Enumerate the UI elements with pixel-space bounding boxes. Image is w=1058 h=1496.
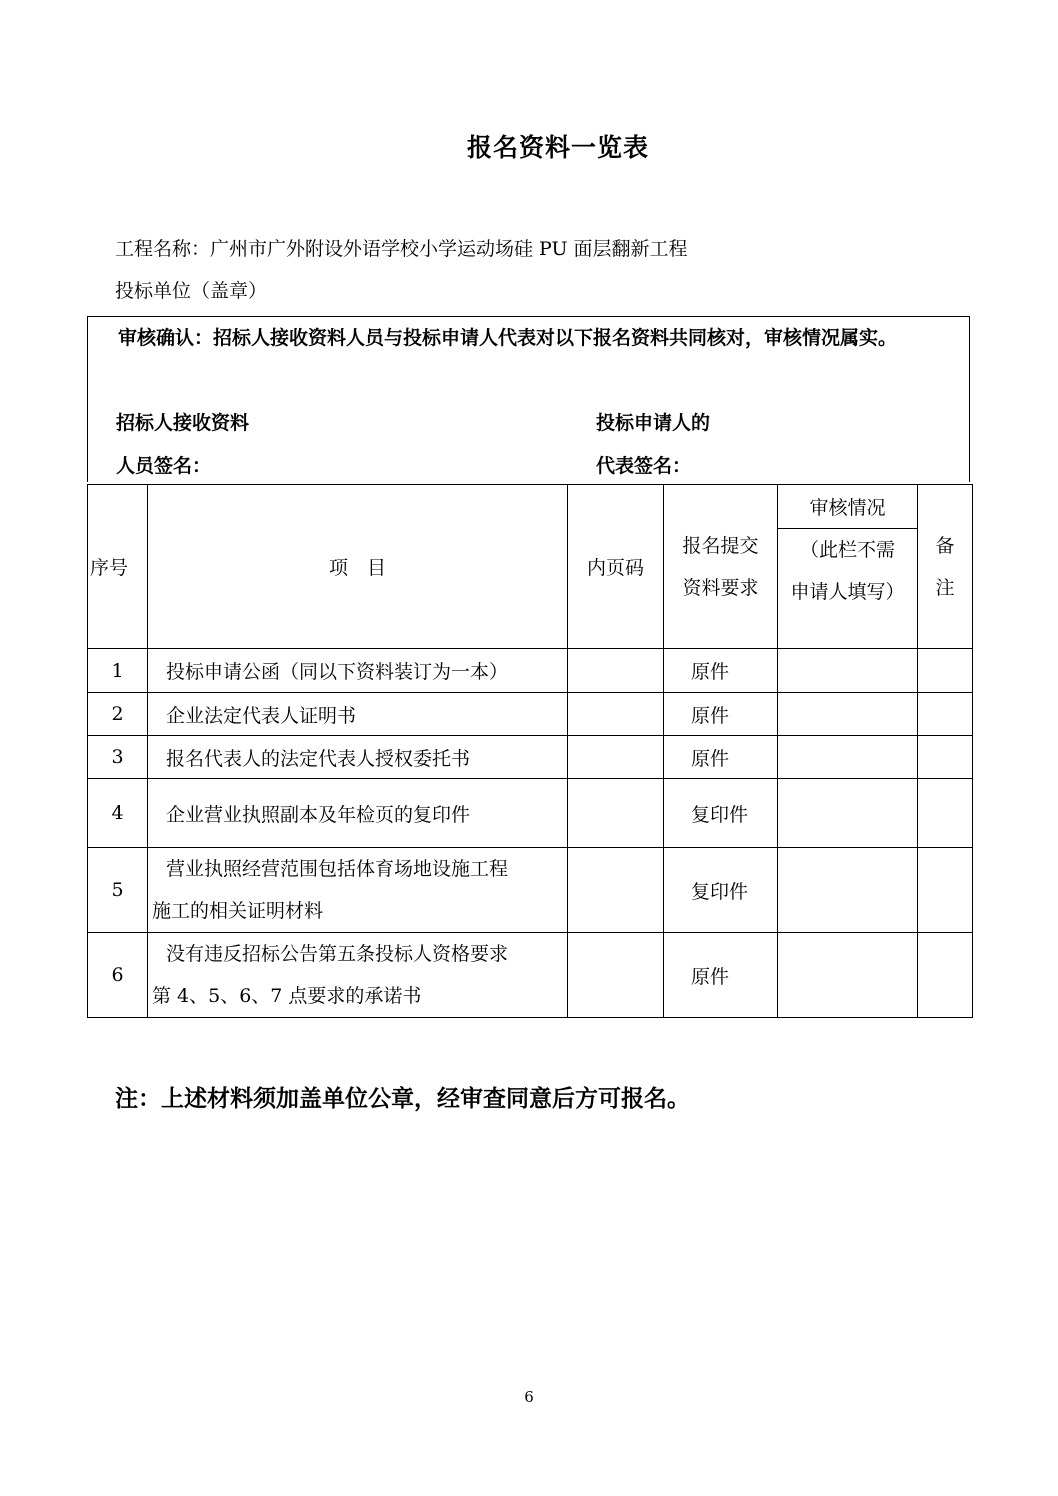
row-requirement: 复印件 (664, 848, 778, 933)
header-remark (918, 485, 973, 649)
header-remark-line2: 注 (935, 576, 955, 599)
table-row (88, 848, 973, 933)
row-audit (778, 848, 918, 933)
header-audit-line1: （此栏不需 (799, 539, 895, 561)
row-seq: 5 (88, 848, 148, 933)
row-remark (918, 933, 973, 1018)
applicant-line2: 代表签名： (596, 455, 692, 477)
row-page (568, 779, 664, 848)
applicant-signature (596, 402, 710, 488)
page-title: 报名资料一览表 (466, 133, 649, 162)
table-row (88, 649, 973, 693)
row-item: 企业营业执照副本及年检页的复印件 (148, 779, 568, 848)
row-audit (778, 693, 918, 736)
table-row (88, 693, 973, 736)
row-seq: 1 (88, 649, 148, 693)
tenderer-signature (116, 402, 249, 488)
table-row (88, 736, 973, 779)
row-page (568, 736, 664, 779)
row-item (148, 933, 568, 1018)
table-row (88, 933, 973, 1018)
row-item-line2: 施工的相关证明材料 (152, 900, 324, 922)
confirmation-box (87, 316, 970, 482)
project-name: 工程名称：广州市广外附设外语学校小学运动场硅 PU 面层翻新工程 (115, 238, 688, 260)
confirmation-text: 审核确认：招标人接收资料人员与投标申请人代表对以下报名资料共同核对，审核情况属实。 (118, 327, 898, 349)
row-seq: 6 (88, 933, 148, 1018)
row-requirement: 原件 (664, 693, 778, 736)
table-row (88, 779, 973, 848)
row-item (148, 848, 568, 933)
row-remark (918, 649, 973, 693)
row-item-line2: 第 4、5、6、7 点要求的承诺书 (152, 985, 422, 1007)
row-seq: 4 (88, 779, 148, 848)
row-remark (918, 693, 973, 736)
header-requirement (664, 485, 778, 649)
row-item: 报名代表人的法定代表人授权委托书 (148, 736, 568, 779)
header-page: 内页码 (568, 485, 664, 649)
row-page (568, 649, 664, 693)
row-remark (918, 779, 973, 848)
row-requirement: 原件 (664, 736, 778, 779)
row-audit (778, 649, 918, 693)
row-audit (778, 736, 918, 779)
row-page (568, 848, 664, 933)
row-requirement: 原件 (664, 933, 778, 1018)
row-remark (918, 736, 973, 779)
row-item-line1: 没有违反招标公告第五条投标人资格要求 (166, 943, 509, 965)
header-remark-line1: 备 (935, 534, 955, 557)
page-number: 6 (524, 1388, 534, 1406)
header-audit-line2: 申请人填写） (790, 581, 905, 603)
tenderer-line2: 人员签名： (116, 455, 212, 477)
footnote: 注：上述材料须加盖单位公章，经审查同意后方可报名。 (115, 1086, 690, 1112)
row-remark (918, 848, 973, 933)
header-item: 项 目 (148, 485, 568, 649)
header-seq: 序号 (88, 485, 148, 649)
row-seq: 2 (88, 693, 148, 736)
bidder-unit: 投标单位（盖章） (115, 280, 268, 302)
header-req-line1: 报名提交 (682, 534, 759, 557)
row-seq: 3 (88, 736, 148, 779)
row-page (568, 933, 664, 1018)
row-item: 投标申请公函（同以下资料装订为一本） (148, 649, 568, 693)
tenderer-line1: 招标人接收资料 (116, 412, 250, 434)
row-requirement: 原件 (664, 649, 778, 693)
row-audit (778, 779, 918, 848)
header-req-line2: 资料要求 (682, 576, 759, 599)
row-audit (778, 933, 918, 1018)
row-item-line1: 营业执照经营范围包括体育场地设施工程 (166, 858, 509, 880)
header-audit-note (778, 529, 918, 649)
row-page (568, 693, 664, 736)
materials-table (87, 484, 973, 1018)
header-audit-top: 审核情况 (778, 485, 918, 529)
row-item: 企业法定代表人证明书 (148, 693, 568, 736)
applicant-line1: 投标申请人的 (596, 412, 711, 434)
row-requirement: 复印件 (664, 779, 778, 848)
